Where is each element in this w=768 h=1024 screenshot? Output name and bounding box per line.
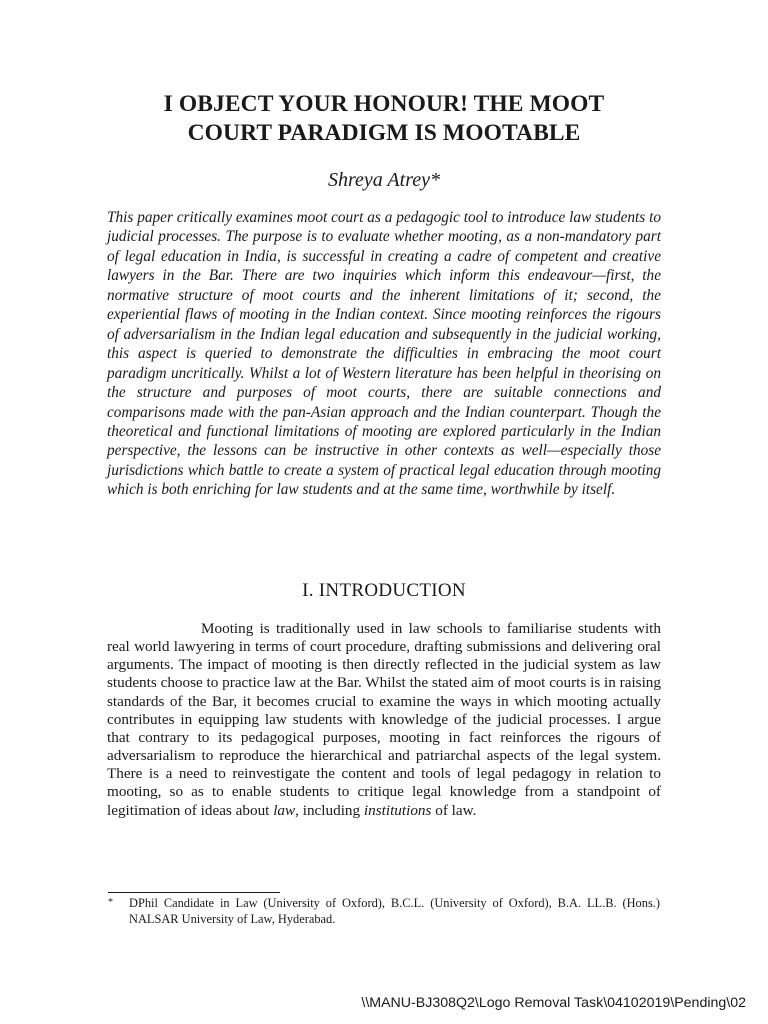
- intro-emphasis-law: law: [273, 801, 296, 819]
- footnote: [108, 896, 660, 927]
- abstract: This paper critically examines moot court as a pedagogic tool to introduce law students to judicial processes. The purpose is to evaluate whether mooting, as a non-mandatory part of legal education in India, is successful in creating a cadre of competent and creative lawyers in the Bar. There are two inquiries which inform this endeavour—first, the normative structure of moot courts and the inherent limitations of it; second, the experiential flaws of mooting in the Indian context. Since mooting reinforces the rigours of adversarialism in the Indian legal education and subsequently in the judicial working, this aspect is queried to demonstrate the difficulties in embracing the moot court paradigm uncritically. Whilst a lot of Western literature has been helpful in theorising on the structure and purposes of moot courts, there are suitable connections and comparisons made with the pan-Asian approach and the Indian counterpart. Though the theoretical and functional limitations of mooting are explored particularly in the Indian perspective, the lessons can be instructive in other contexts as well—especially those jurisdictions which battle to create a system of practical legal education through mooting which is both enriching for law students and at the same time, worthwhile by itself.: [107, 209, 661, 499]
- author-name: Shreya Atrey*: [327, 169, 440, 191]
- paper-title: [108, 90, 660, 148]
- introduction-paragraph: [107, 620, 661, 820]
- intro-text-end: of law.: [431, 801, 477, 819]
- intro-text: Mooting is traditionally used in law schools to familiarise students with real world lawyering in terms of court procedure, drafting submissions and delivering oral arguments. The impact of mooting is then directly reflected in the judicial system as law students choose to practice law at the Bar. Whilst the stated aim of moot courts is in raising standards of the Bar, it becomes crucial to examine the ways in which mooting actually contributes in equipping law students with knowledge of the judicial processes. I argue that contrary to its pedagogical purposes, mooting in fact reinforces the rigours of adversarialism to reproduce the hierarchical and patriarchal aspects of the legal system. There is a need to reinvestigate the content and tools of legal pedagogy in relation to mooting, so as to enable students to critique legal knowledge from a standpoint of legitimation of ideas about: [107, 620, 661, 819]
- footnote-marker: *: [108, 897, 113, 908]
- paper-title-line-1: I OBJECT YOUR HONOUR! THE MOOT: [163, 91, 605, 117]
- intro-text-between: , including: [295, 801, 364, 819]
- file-path-footer: \\MANU-BJ308Q2\Logo Removal Task\04102019\Pending\02: [361, 995, 746, 1011]
- section-heading-introduction: I. INTRODUCTION: [302, 580, 466, 601]
- footnote-text: DPhil Candidate in Law (University of Oxford), B.C.L. (University of Oxford), B.A. LL.B. (Hons.) NALSAR University of Law, Hyderabad.: [129, 896, 660, 926]
- paper-title-line-2: COURT PARADIGM IS MOOTABLE: [187, 120, 581, 146]
- footnote-divider: [108, 892, 280, 893]
- intro-emphasis-institutions: institutions: [363, 801, 432, 819]
